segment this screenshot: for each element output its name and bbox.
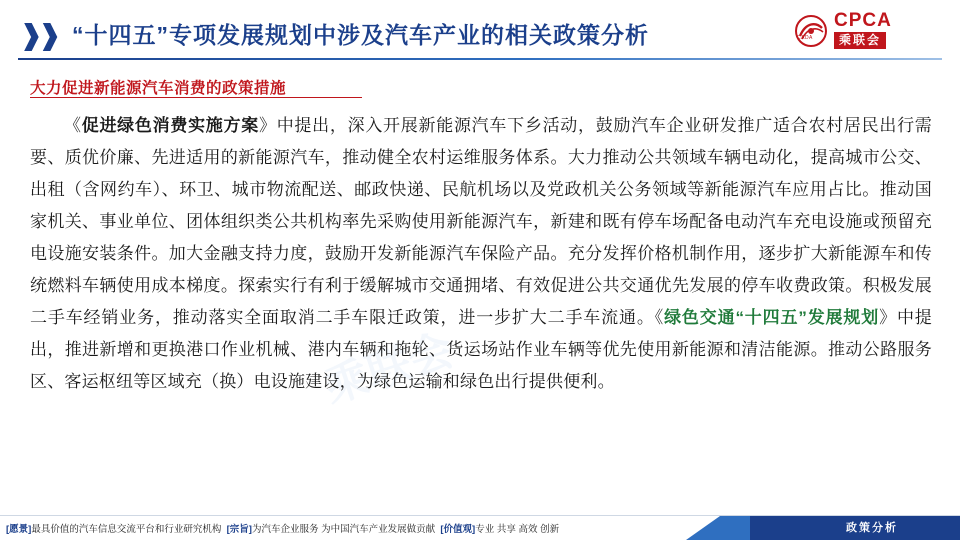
- logo-sub-name: 乘联会: [834, 32, 886, 49]
- section-heading: 大力促进新能源汽车消费的政策措施: [30, 80, 287, 97]
- slide-footer: [0, 514, 960, 540]
- footer-slogan: [愿景]最具价值的汽车信息交流平台和行业研究机构 [宗旨]为汽车企业服务 为中国汽车产业发展做贡献 [价值观]专业 共享 高效 创新: [6, 524, 560, 535]
- cpca-emblem-icon: [794, 14, 828, 48]
- logo-cn-abbrev: CADA: [797, 35, 813, 41]
- section-heading-underline: [30, 97, 362, 98]
- double-chevron-right-icon: ❱❱: [20, 20, 58, 50]
- page-title: “十四五”专项发展规划中涉及汽车产业的相关政策分析: [72, 22, 649, 48]
- footer-section-label: 政策分析: [846, 522, 898, 534]
- cpca-logo: [794, 10, 944, 52]
- logo-text-block: [834, 11, 944, 49]
- watermark: 乘联会: [318, 325, 460, 413]
- header-divider: [18, 58, 942, 60]
- logo-name: CPCA: [834, 10, 892, 31]
- footer-divider: [0, 515, 960, 516]
- footer-banner-accent: [686, 516, 750, 540]
- policy-paragraph: 《促进绿色消费实施方案》中提出，深入开展新能源汽车下乡活动，鼓励汽车企业研发推广适合农村居民出行需要、质优价廉、先进适用的新能源汽车，推动健全农村运维服务体系。大力推动公共领域车辆电动化，提高城市公交、出租（含网约车）、环卫、城市物流配送、邮政快递、民航机场以及党政机关公务领域等新能源汽车应用占比。推动国家机关、事业单位、团体组织类公共机构率先采购使用新能源汽车，新建和既有停车场配备电动汽车充电设施或预留充电设施安装条件。加大金融支持力度，鼓励开发新能源汽车保险产品。充分发挥价格机制作用，逐步扩大新能源车和传统燃料车辆使用成本梯度。探索实行有利于缓解城市交通拥堵、有效促进公共交通优先发展的停车收费政策。积极发展二手车经销业务，推动落实全面取消二手车限迁政策，进一步扩大二手车流通。《绿色交通“十四五”发展规划》中提出，推进新增和更换港口作业机械、港内车辆和拖轮、货运场站作业车辆等优先使用新能源和清洁能源。推动公路服务区、客运枢纽等区域充（换）电设施建设，为绿色运输和绿色出行提供便利。: [30, 116, 932, 391]
